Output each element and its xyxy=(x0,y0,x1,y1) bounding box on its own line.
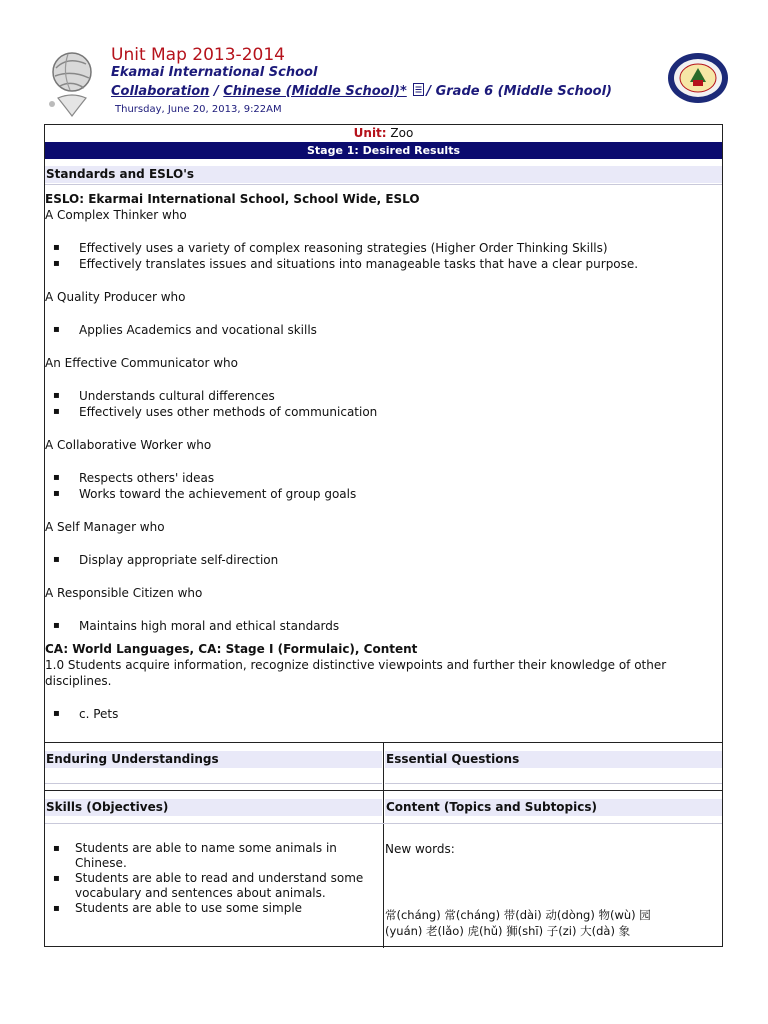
list-item: ▪ Display appropriate self-direction xyxy=(79,552,722,568)
list-item: ▪ c. Pets xyxy=(79,706,722,722)
eslo-group-list xyxy=(45,552,722,568)
breadcrumb-collaboration-link[interactable]: Collaboration xyxy=(111,84,210,99)
list-item: ▪ Effectively translates issues and situations into manageable tasks that have a clear purpose. xyxy=(79,256,722,272)
eslo-group-list xyxy=(45,470,722,502)
divider xyxy=(45,823,722,824)
standards-content xyxy=(45,191,722,722)
standards-heading: Standards and ESLO's xyxy=(45,166,722,183)
skills-heading: Skills (Objectives) xyxy=(45,799,382,816)
essential-questions-cell xyxy=(385,770,722,784)
list-item: ▪ Respects others' ideas xyxy=(79,470,722,486)
document-icon[interactable] xyxy=(413,83,424,96)
ca-text: 1.0 Students acquire information, recognize distinctive viewpoints and further their knowledge of other disciplines. xyxy=(45,658,667,688)
unit-row xyxy=(45,125,722,142)
school-crest-logo xyxy=(48,46,98,118)
essential-questions-heading: Essential Questions xyxy=(385,751,722,768)
page-title: Unit Map 2013-2014 xyxy=(111,45,285,65)
breadcrumb xyxy=(111,83,612,99)
eslo-group-intro: A Complex Thinker who xyxy=(45,208,187,222)
breadcrumb-separator: / xyxy=(209,84,224,99)
breadcrumb-separator: / xyxy=(426,84,436,99)
column-divider xyxy=(383,742,384,948)
eslo-group-list xyxy=(45,240,722,272)
school-name: Ekamai International School xyxy=(111,65,318,80)
page-header xyxy=(0,0,768,120)
unit-map-table xyxy=(44,124,723,947)
breadcrumb-course-link[interactable]: Chinese (Middle School)* xyxy=(223,84,407,99)
skills-list xyxy=(45,841,382,916)
list-item: ▪ Students are able to read and understand some vocabulary and sentences about animals. xyxy=(75,871,382,901)
eslo-group-intro: A Collaborative Worker who xyxy=(45,438,212,452)
eslo-group-intro: An Effective Communicator who xyxy=(45,356,238,370)
list-item: ▪ Students are able to use some simple xyxy=(75,901,382,916)
list-item: ▪ Understands cultural differences xyxy=(79,388,722,404)
list-item: ▪ Effectively uses other methods of communication xyxy=(79,404,722,420)
eslo-group-list xyxy=(45,618,722,634)
content-cell xyxy=(385,841,721,939)
school-seal-logo xyxy=(666,52,730,104)
eslo-title: ESLO: Ekarmai International School, School Wide, ESLO xyxy=(45,192,420,206)
eslo-group-list xyxy=(45,388,722,420)
list-item: ▪ Maintains high moral and ethical standards xyxy=(79,618,722,634)
unit-value: Zoo xyxy=(390,126,414,140)
timestamp: Thursday, June 20, 2013, 9:22AM xyxy=(115,104,282,115)
stage-title: Stage 1: Desired Results xyxy=(45,142,722,159)
eslo-groups xyxy=(45,207,722,634)
list-item: ▪ Applies Academics and vocational skills xyxy=(79,322,722,338)
enduring-understandings-heading: Enduring Understandings xyxy=(45,751,382,768)
eslo-group-intro: A Responsible Citizen who xyxy=(45,586,203,600)
eslo-group-list xyxy=(45,322,722,338)
unit-label: Unit: xyxy=(353,126,387,140)
vocabulary-line: (yuán) 老(lǎo) 虎(hǔ) 狮(shī) 子(zi) 大(dà) 象 xyxy=(385,924,631,938)
list-item: ▪ Students are able to name some animals in Chinese. xyxy=(75,841,382,871)
list-item: ▪ Works toward the achievement of group goals xyxy=(79,486,722,502)
enduring-understandings-cell xyxy=(45,770,382,784)
vocabulary-line: 常(cháng) 常(cháng) 带(dài) 动(dòng) 物(wù) 园 xyxy=(385,908,651,922)
eslo-group-intro: A Self Manager who xyxy=(45,520,165,534)
ca-list xyxy=(45,706,722,722)
divider xyxy=(45,790,722,791)
eslo-group-intro: A Quality Producer who xyxy=(45,290,186,304)
list-item: ▪ Effectively uses a variety of complex reasoning strategies (Higher Order Thinking Skills) xyxy=(79,240,722,256)
ca-title: CA: World Languages, CA: Stage I (Formulaic), Content xyxy=(45,642,418,656)
breadcrumb-grade: Grade 6 (Middle School) xyxy=(435,84,612,99)
content-heading: Content (Topics and Subtopics) xyxy=(385,799,722,816)
new-words-label: New words: xyxy=(385,842,455,856)
skills-cell xyxy=(45,841,382,916)
divider xyxy=(45,184,722,185)
